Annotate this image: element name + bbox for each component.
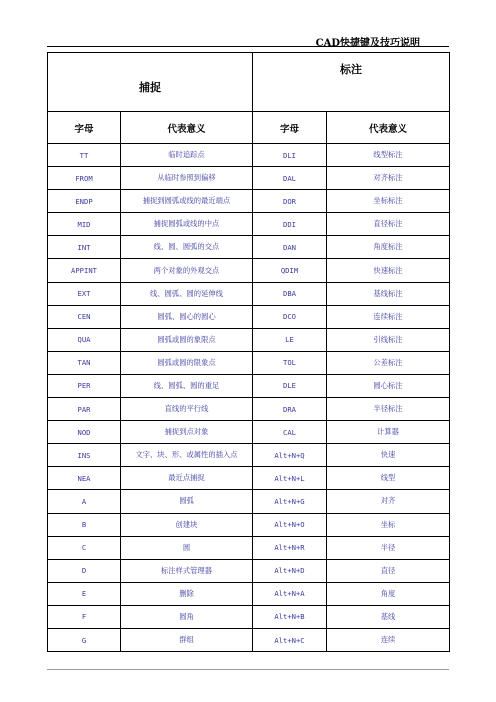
dimension-code-cell: DDI (253, 213, 327, 236)
capture-code-cell: APPINT (48, 259, 121, 282)
dimension-code-cell: DBA (253, 282, 327, 305)
capture-code-cell: A (48, 490, 121, 513)
capture-meaning-cell: 圆角 (121, 605, 253, 628)
table-row (48, 513, 450, 536)
table-row (48, 351, 450, 374)
capture-code-cell: MID (48, 213, 121, 236)
dimension-meaning-cell: 快速标注 (327, 259, 450, 282)
capture-meaning-cell: 标注样式管理器 (121, 559, 253, 582)
capture-code-cell: FROM (48, 167, 121, 190)
capture-meaning-cell: 圆弧 (121, 490, 253, 513)
capture-meaning-cell: 捕捉圆弧或线的中点 (121, 213, 253, 236)
dimension-meaning-cell: 对齐 (327, 490, 450, 513)
column-header-letter: 字母 (48, 112, 121, 144)
dimension-meaning-cell: 线型 (327, 467, 450, 490)
dimension-meaning-cell: 半径 (327, 536, 450, 559)
dimension-meaning-cell: 直径 (327, 559, 450, 582)
dimension-code-cell: CAL (253, 421, 327, 444)
dimension-meaning-cell: 坐标标注 (327, 190, 450, 213)
table-row (48, 582, 450, 605)
capture-meaning-cell: 线、圆弧、圆的延伸线 (121, 282, 253, 305)
column-header-letter: 字母 (253, 112, 327, 144)
column-header-meaning: 代表意义 (121, 112, 253, 144)
capture-code-cell: B (48, 513, 121, 536)
capture-meaning-cell: 圆弧或圆的限象点 (121, 351, 253, 374)
table-row (48, 144, 450, 167)
dimension-code-cell: DAN (253, 236, 327, 259)
dimension-code-cell: Alt+N+G (253, 490, 327, 513)
capture-meaning-cell: 文字、块、形、或属性的插入点 (121, 444, 253, 467)
dimension-code-cell: Alt+N+Q (253, 444, 327, 467)
table-row (48, 628, 450, 651)
dimension-meaning-cell: 直径标注 (327, 213, 450, 236)
dimension-code-cell: Alt+N+L (253, 467, 327, 490)
table-row (48, 282, 450, 305)
dimension-code-cell: Alt+N+R (253, 536, 327, 559)
capture-meaning-cell: 圆 (121, 536, 253, 559)
column-header-meaning: 代表意义 (327, 112, 450, 144)
dimension-meaning-cell: 对齐标注 (327, 167, 450, 190)
dimension-meaning-cell: 角度 (327, 582, 450, 605)
capture-code-cell: EXT (48, 282, 121, 305)
capture-code-cell: TAN (48, 351, 121, 374)
bottom-rule (47, 669, 449, 670)
table-row (48, 398, 450, 421)
capture-meaning-cell: 两个对象的外观交点 (121, 259, 253, 282)
table-row (48, 467, 450, 490)
dimension-meaning-cell: 圆心标注 (327, 374, 450, 397)
dimension-code-cell: LE (253, 328, 327, 351)
capture-code-cell: PAR (48, 398, 121, 421)
capture-meaning-cell: 删除 (121, 582, 253, 605)
table-row (48, 490, 450, 513)
capture-code-cell: NEA (48, 467, 121, 490)
table-row (48, 421, 450, 444)
dimension-meaning-cell: 半径标注 (327, 398, 450, 421)
dimension-meaning-cell: 线型标注 (327, 144, 450, 167)
dimension-code-cell: DRA (253, 398, 327, 421)
dimension-meaning-cell: 基线 (327, 605, 450, 628)
dimension-code-cell: DAL (253, 167, 327, 190)
header-rule (47, 46, 449, 47)
capture-code-cell: D (48, 559, 121, 582)
dimension-meaning-cell: 公差标注 (327, 351, 450, 374)
table-row (48, 305, 450, 328)
capture-code-cell: E (48, 582, 121, 605)
dimension-code-cell: DLE (253, 374, 327, 397)
dimension-code-cell: Alt+N+O (253, 513, 327, 536)
capture-code-cell: ENDP (48, 190, 121, 213)
capture-code-cell: INT (48, 236, 121, 259)
dimension-meaning-cell: 快速 (327, 444, 450, 467)
dimension-code-cell: QDIM (253, 259, 327, 282)
dimension-meaning-cell: 引线标注 (327, 328, 450, 351)
capture-meaning-cell: 从临时参照到偏移 (121, 167, 253, 190)
table-row (48, 236, 450, 259)
dimension-meaning-cell: 连续标注 (327, 305, 450, 328)
dimension-code-cell: Alt+N+A (253, 582, 327, 605)
capture-code-cell: INS (48, 444, 121, 467)
table-row (48, 167, 450, 190)
capture-code-cell: F (48, 605, 121, 628)
column-header-row (48, 112, 450, 144)
capture-meaning-cell: 圆弧、圆心的圆心 (121, 305, 253, 328)
capture-meaning-cell: 线、圆、圆弧的交点 (121, 236, 253, 259)
shortcut-table (47, 52, 450, 652)
table-row (48, 559, 450, 582)
capture-meaning-cell: 最近点捕捉 (121, 467, 253, 490)
dimension-code-cell: TOL (253, 351, 327, 374)
capture-code-cell: G (48, 628, 121, 651)
dimension-code-cell: Alt+N+B (253, 605, 327, 628)
capture-meaning-cell: 线、圆弧、圆的重足 (121, 374, 253, 397)
table-row (48, 536, 450, 559)
dimension-code-cell: DCO (253, 305, 327, 328)
section-header-row (48, 53, 450, 112)
table-row (48, 444, 450, 467)
capture-code-cell: PER (48, 374, 121, 397)
capture-code-cell: TT (48, 144, 121, 167)
table-row (48, 190, 450, 213)
table-row (48, 328, 450, 351)
capture-code-cell: C (48, 536, 121, 559)
dimension-code-cell: DOR (253, 190, 327, 213)
capture-meaning-cell: 直线的平行线 (121, 398, 253, 421)
dimension-meaning-cell: 计算器 (327, 421, 450, 444)
dimension-code-cell: Alt+N+C (253, 628, 327, 651)
capture-meaning-cell: 捕捉到圆弧或线的最近端点 (121, 190, 253, 213)
document-title: CAD快捷键及技巧说明 (315, 38, 420, 49)
section-dimension-title: 标注 (253, 53, 450, 112)
table-row (48, 259, 450, 282)
dimension-meaning-cell: 角度标注 (327, 236, 450, 259)
table-row (48, 213, 450, 236)
capture-code-cell: QUA (48, 328, 121, 351)
table-row (48, 605, 450, 628)
capture-code-cell: NOD (48, 421, 121, 444)
dimension-code-cell: DLI (253, 144, 327, 167)
section-capture-title: 捕捉 (48, 53, 253, 112)
capture-meaning-cell: 临时追踪点 (121, 144, 253, 167)
dimension-meaning-cell: 基线标注 (327, 282, 450, 305)
dimension-meaning-cell: 连续 (327, 628, 450, 651)
table-row (48, 374, 450, 397)
capture-meaning-cell: 圆弧或圆的象限点 (121, 328, 253, 351)
capture-code-cell: CEN (48, 305, 121, 328)
capture-meaning-cell: 群组 (121, 628, 253, 651)
capture-meaning-cell: 捕捉到点对象 (121, 421, 253, 444)
capture-meaning-cell: 创建块 (121, 513, 253, 536)
dimension-meaning-cell: 坐标 (327, 513, 450, 536)
dimension-code-cell: Alt+N+D (253, 559, 327, 582)
